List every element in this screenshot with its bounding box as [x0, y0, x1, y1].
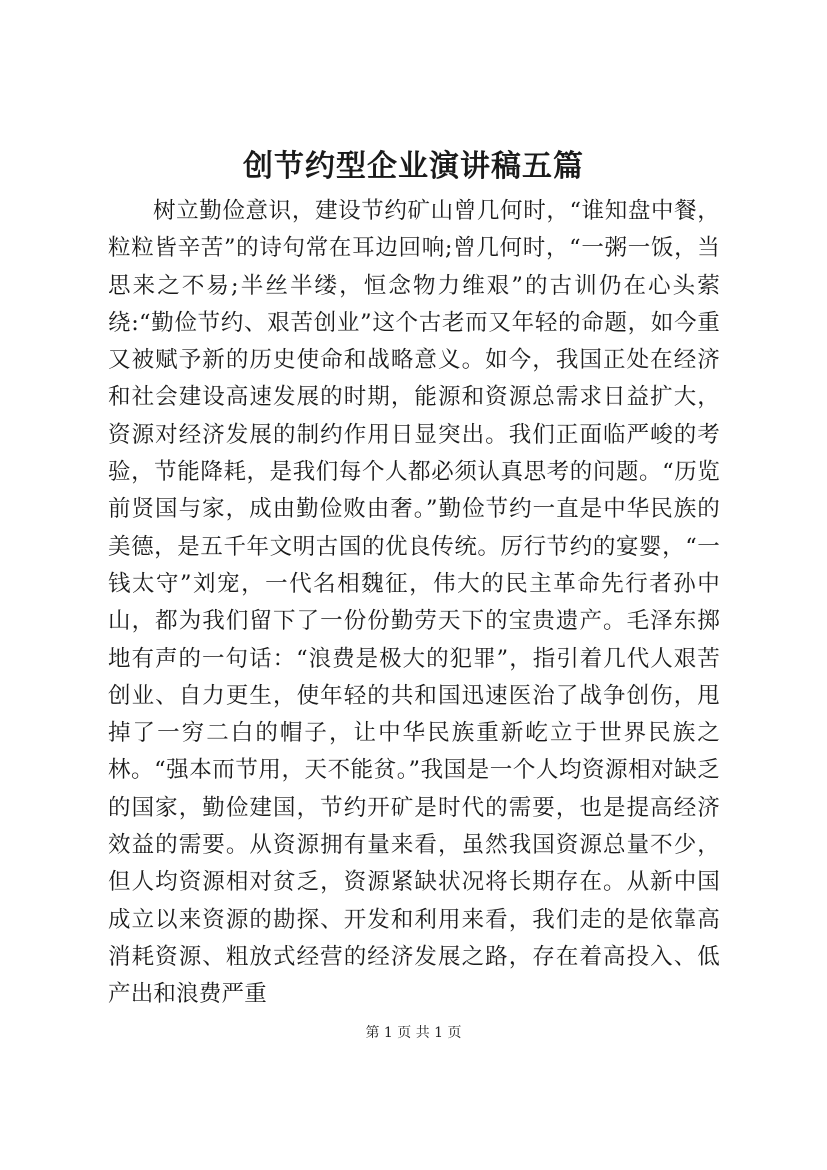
page-footer: 第 1 页 共 1 页: [365, 1025, 462, 1041]
body-paragraph: 树立勤俭意识，建设节约矿山曾几何时，“谁知盘中餐，粒粒皆辛苦”的诗句常在耳边回响;曾几何时，“一粥一饭，当思来之不易;半丝半缕，恒念物力维艰”的古训仍在心头萦绕:“勤俭节约、艰苦创业”这个古老而又年轻的命题，如今重又被赋予新的历史使命和战略意义。如今，我国正处在经济和社会建设高速发展的时期，能源和资源总需求日益扩大，资源对经济发展的制约作用日显突出。我们正面临严峻的考验，节能降耗，是我们每个人都必须认真思考的问题。“历览前贤国与家，成由勤俭败由奢。”勤俭节约一直是中华民族的美德，是五千年文明古国的优良传统。厉行节约的宴婴，“一钱太守”刘宠，一代名相魏征，伟大的民主革命先行者孙中山，都为我们留下了一份份勤劳天下的宝贵遗产。毛泽东掷地有声的一句话：“浪费是极大的犯罪”，指引着几代人艰苦创业、自力更生，使年轻的共和国迅速医治了战争创伤，甩掉了一穷二白的帽子，让中华民族重新屹立于世界民族之林。“强本而节用，天不能贫。”我国是一个人均资源相对缺乏的国家，勤俭建国，节约开矿是时代的需要，也是提高经济效益的需要。从资源拥有量来看，虽然我国资源总量不少，但人均资源相对贫乏，资源紧缺状况将长期存在。从新中国成立以来资源的勘探、开发和利用来看，我们走的是依靠高消耗资源、粗放式经营的经济发展之路，存在着高投入、低产出和浪费严重: [108, 198, 720, 1008]
document-title: 创节约型企业演讲稿五篇: [243, 149, 584, 184]
